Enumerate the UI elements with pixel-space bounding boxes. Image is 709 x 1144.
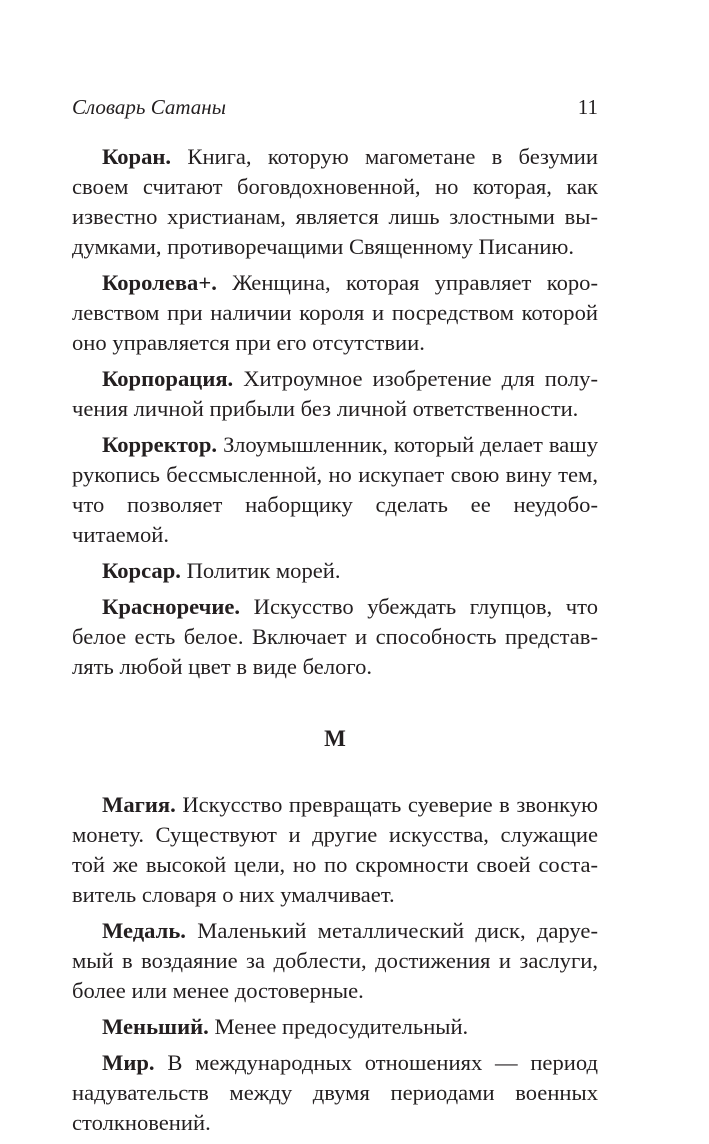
book-page bbox=[72, 92, 598, 1144]
entry-definition: Искусство превращать суеверие в звонкую монету. Существуют и другие искусства, служащие той же высокой цели, но по скромности своей составитель словаря о них умалчивает. bbox=[72, 792, 598, 907]
entry-term: Мир. bbox=[102, 1050, 155, 1075]
entry-krasnorechie bbox=[72, 592, 598, 682]
entry-korporatsiya bbox=[72, 364, 598, 424]
entry-term: Корректор. bbox=[102, 432, 218, 457]
entry-medal bbox=[72, 916, 598, 1006]
running-title: Словарь Сатаны bbox=[72, 95, 226, 119]
entry-term: Королева+. bbox=[102, 270, 217, 295]
entry-magiya bbox=[72, 790, 598, 910]
entry-term: Меньший. bbox=[102, 1014, 209, 1039]
entry-koroleva bbox=[72, 268, 598, 358]
entry-definition: В международных отношениях — период надувательств между двумя периодами военных столкновений. bbox=[72, 1050, 598, 1135]
dictionary-body bbox=[72, 142, 598, 1138]
page-number: 11 bbox=[577, 95, 598, 119]
entry-mir bbox=[72, 1048, 598, 1138]
entry-term: Магия. bbox=[102, 792, 176, 817]
entry-definition: Хитроумное изобретение для получения личной прибыли без личной ответственности. bbox=[72, 366, 598, 421]
entry-koran bbox=[72, 142, 598, 262]
entry-definition: Искусство убеждать глупцов, что белое есть белое. Включает и способность представлять любой цвет в виде белого. bbox=[72, 594, 598, 679]
running-head bbox=[72, 92, 598, 128]
entry-term: Медаль. bbox=[102, 918, 186, 943]
entry-definition: Менее предосудительный. bbox=[214, 1014, 469, 1039]
entry-definition: Маленький металлический диск, даруемый в воздаяние за доблести, достижения и заслуги, более или менее достоверные. bbox=[72, 918, 598, 1003]
entry-term: Красноречие. bbox=[102, 594, 241, 619]
section-letter-heading: М bbox=[324, 726, 346, 751]
entry-definition: Книга, которую магометане в безумии своем считают боговдохновенной, но которая, как известно христианам, является лишь злостными выдумками, противоречащими Священному Писанию. bbox=[72, 144, 598, 259]
entry-korsar bbox=[72, 556, 598, 586]
entry-term: Корсар. bbox=[102, 558, 181, 583]
entry-menshiy bbox=[72, 1012, 598, 1042]
entry-term: Коран. bbox=[102, 144, 172, 169]
entry-korrektor bbox=[72, 430, 598, 550]
entry-definition: Злоумышленник, который делает вашу рукопись бессмысленной, но искупает свою вину тем, что позволяет наборщику сделать ее неудобочитаемой. bbox=[72, 432, 598, 547]
entry-definition: Политик морей. bbox=[186, 558, 341, 583]
entry-term: Корпорация. bbox=[102, 366, 234, 391]
entry-definition: Женщина, которая управляет королевством при наличии короля и посредством которой оно управляется при его отсутствии. bbox=[72, 270, 598, 355]
